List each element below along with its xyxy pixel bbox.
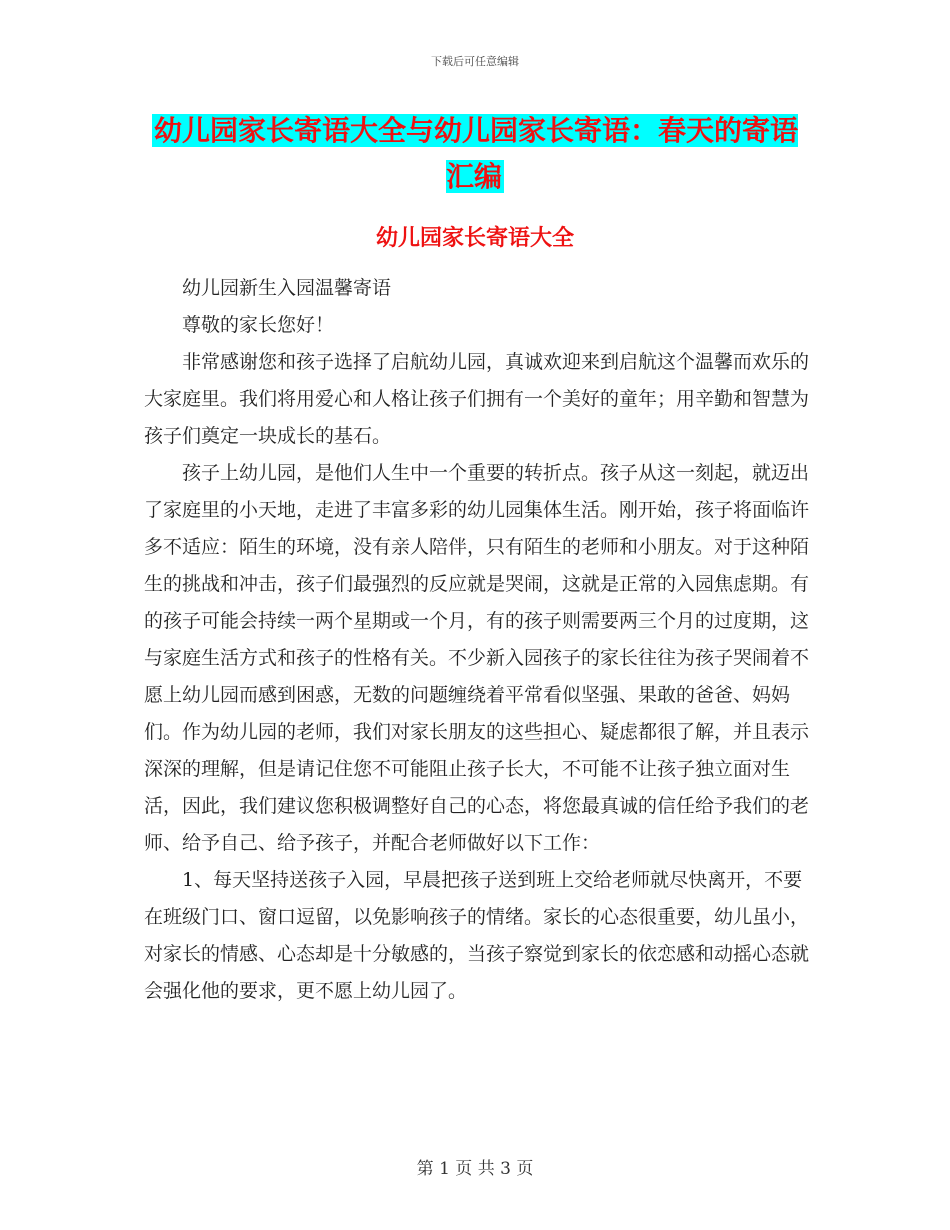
paragraph-welcome: 非常感谢您和孩子选择了启航幼儿园，真诚欢迎来到启航这个温馨而欢乐的大家庭里。我们将用爱心和人格让孩子们拥有一个美好的童年；用辛勤和智慧为孩子们奠定一块成长的基石。 bbox=[144, 351, 810, 447]
paragraph-greeting: 尊敬的家长您好！ bbox=[182, 314, 335, 336]
document-title-text: 幼儿园家长寄语大全与幼儿园家长寄语：春天的寄语汇编 bbox=[153, 114, 798, 193]
document-title bbox=[140, 108, 810, 200]
header-note: 下载后可任意编辑 bbox=[431, 55, 519, 68]
paragraph-item-1: 1、每天坚持送孩子入园，早晨把孩子送到班上交给老师就尽快离开，不要在班级门口、窗口逗留，以免影响孩子的情绪。家长的心态很重要，幼儿虽小，对家长的情感、心态却是十分敏感的，当孩子察觉到家长的依恋感和动摇心态就会强化他的要求，更不愿上幼儿园了。 bbox=[144, 869, 810, 1002]
paragraph-subtitle: 幼儿园新生入园温馨寄语 bbox=[182, 277, 392, 299]
paragraph-transition: 孩子上幼儿园，是他们人生中一个重要的转折点。孩子从这一刻起，就迈出了家庭里的小天地，走进了丰富多彩的幼儿园集体生活。刚开始，孩子将面临许多不适应：陌生的环境，没有亲人陪伴，只有陌生的老师和小朋友。对于这种陌生的挑战和冲击，孩子们最强烈的反应就是哭闹，这就是正常的入园焦虑期。有的孩子可能会持续一两个星期或一个月，有的孩子则需要两三个月的过度期，这与家庭生活方式和孩子的性格有关。不少新入园孩子的家长往往为孩子哭闹着不愿上幼儿园而感到困惑，无数的问题缠绕着平常看似坚强、果敢的爸爸、妈妈们。作为幼儿园的老师，我们对家长朋友的这些担心、疑虑都很了解，并且表示深深的理解，但是请记住您不可能阻止孩子长大，不可能不让孩子独立面对生活，因此，我们建议您积极调整好自己的心态，将您最真诚的信任给予我们的老师、给予自己、给予孩子，并配合老师做好以下工作： bbox=[144, 462, 810, 854]
body-text bbox=[144, 270, 810, 1010]
page-footer: 第 1 页 共 3 页 bbox=[416, 1159, 534, 1179]
section-heading: 幼儿园家长寄语大全 bbox=[375, 226, 574, 251]
